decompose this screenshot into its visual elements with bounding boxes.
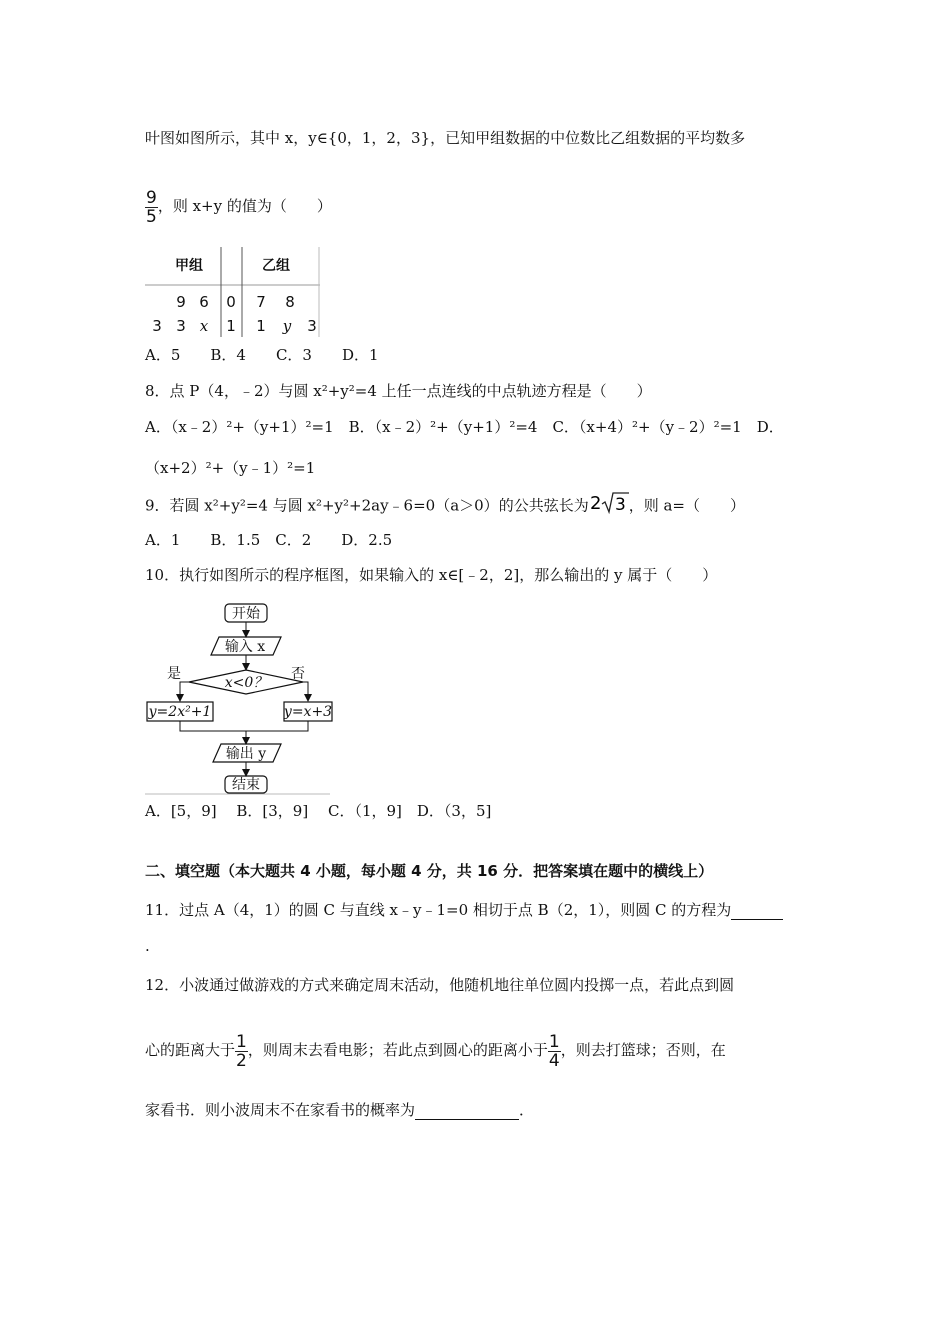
fraction-numerator: 1 [236,1031,247,1052]
q12-part2: ，则周末去看电影；若此点到圆心的距离小于 [247,1041,548,1059]
end-label: 结束 [232,777,260,793]
q8-options-line1: A．（x﹣2）²+（y+1）²=1 B．（x﹣2）²+（y+1）²=4 C．（x+4）²+（y﹣2）²=1 D． [145,418,784,436]
radical-coefficient: 2 [589,493,602,514]
q11-tail: . [145,937,150,955]
q11-stem-text: 11．过点 A（4，1）的圆 C 与直线 x﹣y﹣1=0 相切于点 B（2，1），则圆 C 的方程为 [145,901,732,919]
fraction-denominator: 2 [236,1050,247,1071]
output-label: 输出 y [225,746,267,762]
q7-fraction [145,189,158,226]
q12-line3-text: 家看书．则小波周末不在家看书的概率为 [145,1101,416,1119]
q12-line3-tail: ． [519,1101,535,1119]
start-label: 开始 [232,606,260,622]
q7-options: A．5 B．4 C．3 D．1 [145,346,379,364]
stem-leaf-table [145,247,320,337]
q7-stem-line1: 叶图如图所示，其中 x，y∈{0，1，2，3}，已知甲组数据的中位数比乙组数据的平均数多 [145,129,746,147]
leaf-right: 8 [285,293,295,311]
radical-argument: 3 [614,495,626,514]
yes-process-label: y=2x²+1 [148,704,212,720]
no-label: 否 [291,666,305,682]
leaf-right: 1 [256,317,266,335]
fraction-numerator: 1 [548,1031,560,1052]
q8-options-line2: （x+2）²+（y﹣1）²=1 [145,459,316,477]
q9-options: A．1 B．1.5 C．2 D．2.5 [145,531,393,549]
q10-options: A．[5，9] B．[3，9] C．（1，9] D．（3，5] [145,802,492,820]
q7-stem-rest: ，则 x+y 的值为（ ） [157,197,332,215]
leaf-right-variable: y [282,317,292,335]
q10-stem: 10．执行如图所示的程序框图，如果输入的 x∈[﹣2，2]，那么输出的 y 属于（ ） [145,566,718,584]
q7-fraction-denominator: 5 [146,206,157,227]
q12-part3: ，则去打篮球；否则，在 [560,1041,726,1059]
q12-line2 [145,1030,726,1070]
q7-stem-line2 [145,186,332,226]
leaf-left: 6 [199,293,209,311]
q12-answer-blank[interactable] [415,1103,519,1120]
leaf-left-variable: x [199,317,209,335]
stem-value: 0 [226,293,236,311]
leaf-right: 3 [307,317,317,335]
leaf-left: 3 [152,317,162,335]
fraction-denominator: 4 [548,1050,560,1071]
no-process-label: y=x+3 [283,704,333,720]
input-label: 输入 x [224,639,266,655]
q12-line3 [145,1100,534,1120]
section-title: 二、填空题（本大题共 4 小题，每小题 4 分，共 16 分．把答案填在题中的横线上） [145,862,714,880]
q9-stem-after: ，则 a=（ ） [628,496,745,515]
q12-fraction-quarter [548,1033,561,1070]
condition-label: x<0？ [224,675,268,691]
q7-fraction-numerator: 9 [146,187,157,208]
q8-stem: 8．点 P（4，﹣2）与圆 x²+y²=4 上任一点连线的中点轨迹方程是（ ） [145,382,652,400]
q11-stem [145,900,783,920]
leaf-right: 7 [256,293,266,311]
group-a-header: 甲组 [175,258,203,274]
q12-fraction-half [235,1033,248,1070]
yes-label: 是 [167,666,181,682]
flowchart [145,600,335,798]
leaf-left: 3 [176,317,186,335]
group-b-header: 乙组 [262,258,290,274]
leaf-left: 9 [176,293,186,311]
q11-answer-blank[interactable] [731,903,783,920]
q12-part1: 心的距离大于 [145,1041,236,1059]
sqrt-symbol-icon [589,490,629,514]
q12-line1: 12．小波通过做游戏的方式来确定周末活动，他随机地往单位圆内投掷一点，若此点到圆 [145,976,735,994]
q9-stem [145,490,745,523]
q9-stem-before: 9．若圆 x²+y²=4 与圆 x²+y²+2ay﹣6=0（a＞0）的公共弦长为 [145,496,589,515]
stem-value: 1 [226,317,236,335]
sqrt-expression [589,490,629,523]
